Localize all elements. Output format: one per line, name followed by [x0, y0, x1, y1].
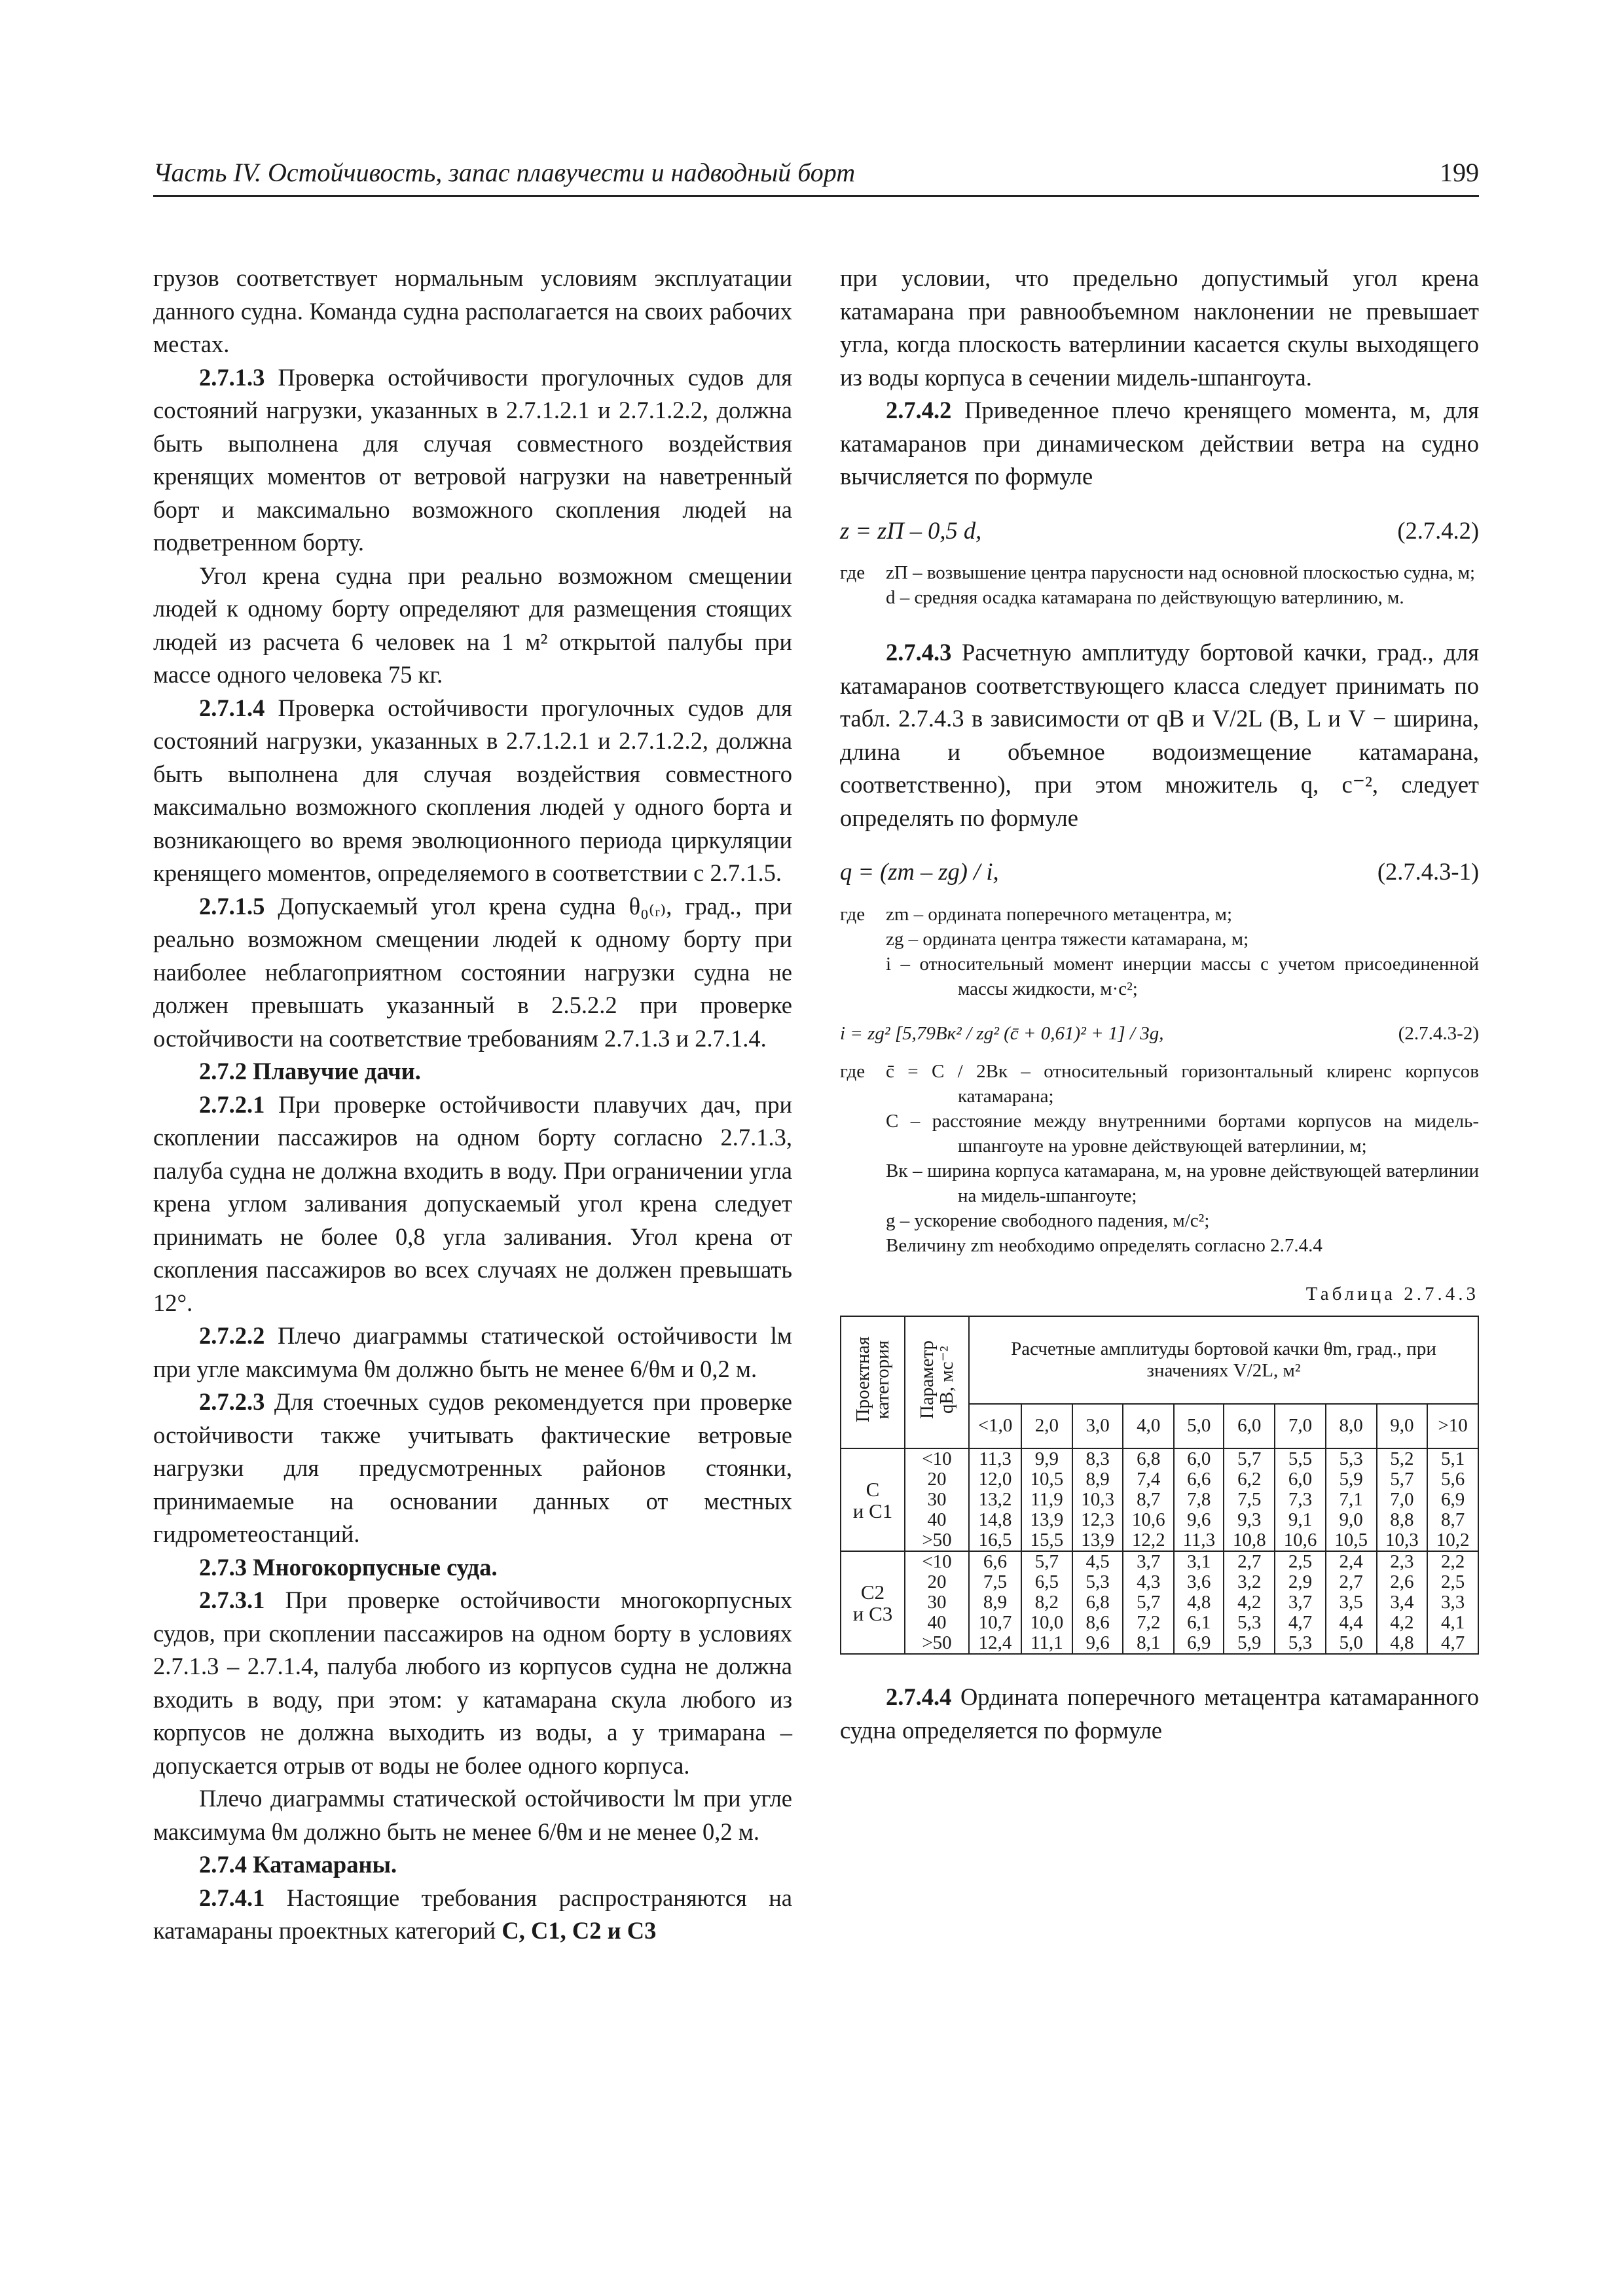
paragraph-text: Проверка остойчивости прогулочных судов для состояний нагрузки, указанных в 2.7.1.2.1 и 2.7.1.2.2, должна быть выполнена для случая воздействия совместного максимально возможного скопления людей у одного борта и возникающего во время эволюционного периода циркуляции кренящего моментов, определяемого в соответствии с 2.7.1.5. [153, 694, 792, 886]
value-cell: 5,5 6,0 7,3 9,1 10,6 [1275, 1448, 1326, 1551]
value-cell: 2,3 2,6 3,4 4,2 4,8 [1377, 1551, 1428, 1654]
value-cell: 3,1 3,6 4,8 6,1 6,9 [1174, 1551, 1224, 1654]
where-block-3 [840, 1059, 1479, 1258]
clause-number: 2.7.4.4 [886, 1683, 952, 1710]
right-column [840, 262, 1479, 1747]
section-heading-2-7-4: 2.7.4 Катамараны. [199, 1851, 397, 1878]
where-block-1 [840, 560, 1479, 610]
where-label: где [840, 562, 866, 583]
paragraph-2-7-1-4 [153, 692, 792, 890]
where-label: где [840, 1060, 866, 1082]
paragraph-2-7-4-3 [840, 636, 1479, 834]
page-number: 199 [1440, 158, 1479, 187]
param-cell: <10 20 30 40 >50 [905, 1551, 969, 1654]
value-cell: 5,7 6,2 7,5 9,3 10,8 [1224, 1448, 1275, 1551]
paragraph: при условии, что предельно допустимый угол крена катамарана при равнообъемном наклонении не превышает угла, когда плоскость ватерлинии касается скулы выходящего из воды корпуса в сечении мидель-шпангоута. [840, 264, 1479, 391]
paragraph-2-7-2-3 [153, 1386, 792, 1551]
section-heading-2-7-2: 2.7.2 Плавучие дачи. [199, 1058, 421, 1085]
formula-2-7-4-3-1 [840, 855, 1479, 889]
table-row-group-c2-c3 [841, 1551, 1478, 1654]
formula-2-7-4-3-2 [840, 1021, 1479, 1046]
header-param-text: Параметр qB, мс⁻² [917, 1340, 957, 1419]
paragraph-2-7-4-4 [840, 1681, 1479, 1747]
column-header: 7,0 [1275, 1404, 1326, 1448]
column-header: 8,0 [1326, 1404, 1377, 1448]
paragraph-2-7-2-2 [153, 1319, 792, 1386]
value-cell: 11,3 12,0 13,2 14,8 16,5 [969, 1448, 1021, 1551]
clause-number: 2.7.3.1 [199, 1587, 265, 1613]
header-category-text: Проектная категория [852, 1336, 893, 1423]
value-cell: 6,0 6,6 7,8 9,6 11,3 [1174, 1448, 1224, 1551]
roll-amplitude-table [840, 1316, 1479, 1655]
header-category [841, 1316, 905, 1448]
paragraph-text: Расчетную амплитуду бортовой качки, град., для катамаранов соответствующего класса следует принимать по табл. 2.7.4.3 в зависимости от qB и V/2L (B, L и V − ширина, длина и объемное водоизмещение катамарана, соответственно), при этом множитель q, с⁻², следует определять по формуле [840, 639, 1479, 831]
clause-number: 2.7.2.2 [199, 1322, 265, 1349]
value-cell: 2,5 2,9 3,7 4,7 5,3 [1275, 1551, 1326, 1654]
column-header: >10 [1427, 1404, 1478, 1448]
paragraph: Плечо диаграммы статической остойчивости lм при угле максимума θм должно быть не менее 6/θм и не менее 0,2 м. [153, 1785, 792, 1845]
value-cell: 6,8 7,4 8,7 10,6 12,2 [1123, 1448, 1174, 1551]
paragraph-2-7-4-1 [153, 1882, 792, 1948]
formula-number: (2.7.4.3-2) [1398, 1022, 1479, 1044]
clause-number: 2.7.1.5 [199, 892, 265, 920]
paragraph-text: Для стоечных судов рекомендуется при проверке остойчивости также учитывать фактические ветровые нагрузки для предусмотренных районов стоянки, принимаемые на основании данных от местных гидрометеостанций. [153, 1388, 792, 1547]
column-header: 9,0 [1377, 1404, 1428, 1448]
table-caption: Таблица 2.7.4.3 [1305, 1283, 1479, 1304]
table-row-group-c-c1 [841, 1448, 1478, 1551]
paragraph-text: Настоящие требования распространяются на катамараны проектных категорий [153, 1884, 792, 1944]
paragraph-2-7-2-1 [153, 1088, 792, 1320]
value-cell: 2,4 2,7 3,5 4,4 5,0 [1326, 1551, 1377, 1654]
table-header-row [841, 1316, 1478, 1404]
value-cell: 2,7 3,2 4,2 5,3 5,9 [1224, 1551, 1275, 1654]
clause-number: 2.7.4.2 [886, 397, 952, 423]
category-cell: С и С1 [841, 1448, 905, 1551]
formula-2-7-4-2 [840, 514, 1479, 548]
paragraph: грузов соответствует нормальным условиям эксплуатации данного судна. Команда судна располагается на своих рабочих местах. [153, 264, 792, 357]
column-header: 4,0 [1123, 1404, 1174, 1448]
definition: Величину zm необходимо определять согласно 2.7.4.4 [886, 1234, 1322, 1256]
paragraph-text: Допускаемый угол крена судна θ₀₍ᵣ₎, град., при реально возможном смещении людей к одному борту при наиболее неблагоприятном состоянии нагрузки судна не должен превышать указанный в 2.5.2.2 при проверке остойчивости на соответствие требованиям 2.7.1.3 и 2.7.1.4. [153, 892, 792, 1052]
column-header: 2,0 [1021, 1404, 1072, 1448]
value-cell: 5,7 6,5 8,2 10,0 11,1 [1021, 1551, 1072, 1654]
definition: zП – возвышение центра парусности над основной плоскостью судна, м; [886, 562, 1476, 583]
where-block-2 [840, 902, 1479, 1001]
running-header [153, 156, 1479, 197]
where-label: где [840, 903, 866, 925]
clause-number: 2.7.1.3 [199, 363, 265, 391]
clause-number: 2.7.4.3 [886, 639, 952, 666]
formula: q = (zm – zg) / i, [840, 858, 999, 885]
value-cell: 5,1 5,6 6,9 8,7 10,2 [1427, 1448, 1478, 1551]
formula: i = zg² [5,79Bк² / zg² (c̄ + 0,61)² + 1] / 3g, [840, 1022, 1164, 1044]
paragraph-text: При проверке остойчивости многокорпусных судов, при скоплении пассажиров на одном борту в условиях 2.7.1.3 – 2.7.1.4, палуба любого из корпусов судна не должна входить в воду, при этом: у катамарана скула любого из корпусов не должна выходить из воды, а у тримарана – допускается отрыв от воды не более одного корпуса. [153, 1587, 792, 1779]
column-header: 5,0 [1174, 1404, 1224, 1448]
paragraph-text: При проверке остойчивости плавучих дач, при скоплении пассажиров на одном борту согласно 2.7.1.3, палуба судна не должна входить в воду. При ограничении угла крена углом заливания допускаемый угол крена следует принимать не более 0,8 угла заливания. Угол крена от скопления пассажиров во всех случаях не должен превышать 12°. [153, 1090, 792, 1316]
paragraph-text: Проверка остойчивости прогулочных судов для состояний нагрузки, указанных в 2.7.1.2.1 и 2.7.1.2.2, должна быть выполнена для случая совместного воздействия кренящих моментов от ветровой нагрузки на наветренный борт и максимально возможного скопления людей на подветренном борту. [153, 363, 792, 556]
clause-number: 2.7.4.1 [199, 1884, 265, 1911]
column-header: 6,0 [1224, 1404, 1275, 1448]
param-cell: <10 20 30 40 >50 [905, 1448, 969, 1551]
value-cell: 3,7 4,3 5,7 7,2 8,1 [1123, 1551, 1174, 1654]
column-header: <1,0 [969, 1404, 1021, 1448]
definition: g – ускорение свободного падения, м/с²; [886, 1210, 1210, 1231]
formula: z = zП – 0,5 d, [840, 516, 982, 544]
value-cell: 2,2 2,5 3,3 4,1 4,7 [1427, 1551, 1478, 1654]
paragraph-text: Приведенное плечо кренящего момента, м, для катамаранов при динамическом действии ветра на судно вычисляется по формуле [840, 397, 1479, 490]
category-cell: С2 и С3 [841, 1551, 905, 1654]
paragraph-2-7-4-2 [840, 394, 1479, 493]
formula-number: (2.7.4.2) [1397, 516, 1479, 544]
value-cell: 4,5 5,3 6,8 8,6 9,6 [1072, 1551, 1123, 1654]
definition: Bк – ширина корпуса катамарана, м, на уровне действующей ватерлинии на мидель-шпангоуте; [886, 1160, 1479, 1206]
paragraph-text: Плечо диаграммы статической остойчивости lм при угле максимума θм должно быть не менее 6/θм и 0,2 м. [153, 1322, 792, 1382]
clause-number: 2.7.2.1 [199, 1090, 265, 1118]
clause-number: 2.7.2.3 [199, 1388, 265, 1415]
definition: c̄ = C / 2Bк – относительный горизонтальный клиренс корпусов катамарана; [886, 1060, 1479, 1107]
paragraph-2-7-1-5 [153, 890, 792, 1056]
header-main: Расчетные амплитуды бортовой качки θm, град., при значениях V/2L, м² [969, 1316, 1478, 1404]
paragraph-2-7-3-1 [153, 1584, 792, 1782]
header-param [905, 1316, 969, 1448]
paragraph-text: Ордината поперечного метацентра катамаранного судна определяется по формуле [840, 1683, 1479, 1744]
value-cell: 5,2 5,7 7,0 8,8 10,3 [1377, 1448, 1428, 1551]
definition: zg – ордината центра тяжести катамарана, м; [886, 928, 1249, 950]
formula-number: (2.7.4.3-1) [1377, 858, 1479, 885]
value-cell: 6,6 7,5 8,9 10,7 12,4 [969, 1551, 1021, 1654]
left-column [153, 262, 792, 1948]
category-list: С, С1, С2 и С3 [501, 1917, 657, 1944]
paragraph: Угол крена судна при реально возможном смещении людей к одному борту определяют для размещения стоящих людей из расчета 6 человек на 1 м² открытой палубы при массе одного человека 75 кг. [153, 562, 792, 688]
value-cell: 9,9 10,5 11,9 13,9 15,5 [1021, 1448, 1072, 1551]
clause-number: 2.7.1.4 [199, 694, 265, 721]
section-heading-2-7-3: 2.7.3 Многокорпусные суда. [199, 1553, 498, 1581]
paragraph-2-7-1-3 [153, 361, 792, 560]
definition: d – средняя осадка катамарана по действующую ватерлинию, м. [886, 587, 1404, 608]
value-cell: 5,3 5,9 7,1 9,0 10,5 [1326, 1448, 1377, 1551]
value-cell: 8,3 8,9 10,3 12,3 13,9 [1072, 1448, 1123, 1551]
column-header: 3,0 [1072, 1404, 1123, 1448]
definition: i – относительный момент инерции массы с учетом присоединенной массы жидкости, м·с²; [886, 953, 1479, 999]
header-title: Часть IV. Остойчивость, запас плавучести и надводный борт [153, 158, 856, 187]
definition: zm – ордината поперечного метацентра, м; [886, 903, 1233, 925]
definition: C – расстояние между внутренними бортами корпусов на мидель-шпангоуте на уровне действующей ватерлинии, м; [886, 1110, 1479, 1157]
